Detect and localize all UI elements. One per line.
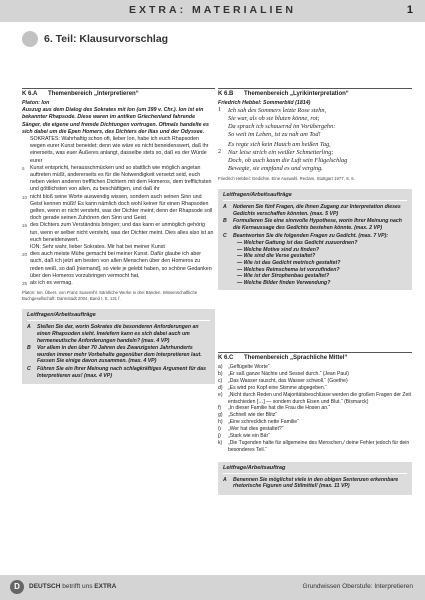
dialogue-line-number: 5 bbox=[22, 165, 25, 171]
quote-item bbox=[218, 440, 412, 454]
tasks-heading: Leitfrage/Arbeitsauftrag bbox=[223, 465, 407, 474]
poem-line bbox=[218, 123, 412, 131]
task-item-text: Benennen Sie möglichst viele in den obigen Sentenzen erkennbare rhetorische Figuren und Stilmittel! (max. 11 VP) bbox=[233, 476, 399, 490]
quote-item-text: „Es wird pro Kopf eine Stimme abgegeben.“ bbox=[228, 384, 327, 391]
task-item bbox=[27, 366, 210, 379]
quote-item-number: b) bbox=[218, 370, 223, 377]
poem-line-number bbox=[218, 123, 228, 131]
quote-list bbox=[218, 364, 412, 454]
header-bar bbox=[0, 0, 425, 22]
poem-line-number: 2 bbox=[218, 149, 221, 156]
subquestion-item: — Wie sind die Verse gestaltet? bbox=[237, 253, 316, 260]
quote-item bbox=[218, 433, 412, 440]
quote-item-number: f) bbox=[218, 405, 222, 412]
source-text bbox=[22, 100, 215, 287]
task-item bbox=[27, 345, 210, 365]
text-intro: Auszug aus dem Dialog des Sokrates mit Ion (um 399 v. Chr.). Ion ist ein bekannter Rhapsode. Diese waren im antiken Griechenland fahrende Sänger, die eigene und fremde Dichtungen vortrugen. Oftmals handelte es sich dabei um die Epen Homers, des Dichters der Ilias und der Odyssee. bbox=[22, 107, 209, 135]
dialogue-line-text: Kunst entspricht, herausschmücken und so stattlich wie möglich angetan auftreten müßt, andererseits es für die Notwendigkeit versetzt seid, euch neben vielen anderen trefflichen Dichtern mit dem Homeros, dem trefflichsten und göttlichsten von allen, zu beschäftigen, und daß ihr bbox=[30, 164, 212, 193]
task-item-number: B bbox=[27, 345, 31, 352]
quote-item-number: d) bbox=[218, 384, 223, 391]
quote-item bbox=[218, 419, 412, 426]
quote-item-number: i) bbox=[218, 426, 221, 433]
quote-item-text: „Das Wasser rauscht, das Wasser schwoll.“ (Goethe) bbox=[228, 377, 348, 384]
dialogue-line-number: 25 bbox=[22, 281, 28, 287]
part-heading bbox=[22, 30, 168, 48]
bullet-circle-icon bbox=[22, 31, 38, 47]
poem-line-text: Ich sah des Sommers letzte Rose stehn, bbox=[228, 107, 327, 115]
quote-item-number: h) bbox=[218, 419, 223, 426]
quote-item-text: „Wer hat dies gestaltet?“ bbox=[228, 426, 284, 433]
quote-item-text: „Stark wie ein Bär“ bbox=[228, 433, 270, 440]
quote-item bbox=[218, 405, 412, 412]
dialogue-line-text: des Dichters zum Verständnis bringen; und das kann er unmöglich gehörig tun, wenn er selber nicht versteht, was der Dichter meint. Dies alles also ist an euch beneidenswert. bbox=[30, 222, 214, 243]
dialogue-line bbox=[22, 136, 215, 165]
dialogue-line-number: 20 bbox=[22, 252, 28, 258]
dialogue-line bbox=[22, 194, 215, 223]
part-title: 6. Teil: Klausurvorschlag bbox=[44, 33, 169, 45]
task-item-text: Notieren Sie fünf Fragen, die Ihnen Zugang zur Interpretation dieses Gedichts verschaffen könnten. (max. 5 VP) bbox=[233, 204, 401, 217]
dialogue-line bbox=[22, 251, 215, 280]
quote-item-text: „Er saß ganze Nächte und Sessel durch.“ (Jean Paul) bbox=[228, 370, 349, 377]
tasks-box bbox=[22, 309, 215, 384]
dialogue-line-number: 15 bbox=[22, 223, 28, 229]
poem-line-number bbox=[218, 115, 228, 123]
dialogue-line-text: dies auch meiste Mühe gemacht bei meiner Kunst. Dafür glaube ich aber auch, daß ich jetzt am besten von allen Menschen über den Homeros zu reden weiß, so daß [niemand], so viele je gelebt haben, so schöne Gedanken über den Homeros vorzubringen vermocht hat, bbox=[30, 251, 212, 279]
tasks-heading: Leitfragen/Arbeitsaufträge bbox=[27, 312, 210, 321]
quote-item-number: a) bbox=[218, 364, 223, 370]
quote-item-text: „In dieser Familie hat die Frau die Hosen an.“ bbox=[228, 405, 331, 412]
quote-item-number: g) bbox=[218, 412, 223, 419]
footer-caption: Grundwissen Oberstufe: Interpretieren bbox=[302, 583, 413, 590]
task-item-number: A bbox=[223, 476, 227, 483]
task-item bbox=[223, 477, 407, 490]
task-item bbox=[223, 233, 407, 240]
quote-item-text: „Geflügelte Worte“ bbox=[228, 364, 270, 370]
footer-bar bbox=[0, 575, 425, 600]
quote-item-number: k) bbox=[218, 439, 223, 446]
poem-line-text: Sie war, als ob sie bluten könne, rot; bbox=[228, 115, 320, 122]
dialogue-line bbox=[22, 165, 215, 194]
task-item bbox=[27, 324, 210, 344]
poem-line-text: So weit im Leben, ist zu nah am Tod! bbox=[228, 130, 321, 138]
task-item bbox=[223, 204, 407, 217]
header-title: EXTRA: MATERIALIEN bbox=[129, 4, 296, 16]
task-item-number: B bbox=[223, 218, 227, 225]
subquestion-item: — Wie ist das Gedicht metrisch gestaltet? bbox=[237, 259, 341, 266]
poem-line-text: Nur leise strich ein weißer Schmetterling; bbox=[228, 149, 334, 157]
poem-line bbox=[218, 115, 412, 123]
quote-item bbox=[218, 378, 412, 385]
quote-item bbox=[218, 392, 412, 406]
task-item-number: A bbox=[223, 204, 227, 211]
quote-item-text: „Schnell wie der Blitz“ bbox=[228, 412, 277, 419]
poem-line-text: Da sprach ich schauernd im Vorübergehn: bbox=[228, 122, 336, 130]
task-item bbox=[223, 218, 407, 231]
task-item-text: Führen Sie ein Ihrer Meinung nach schlagkräftiges Argument für das Interpretieren aus! (max. 4 VP) bbox=[37, 366, 207, 379]
source-citation: Platon: Ion. Übers. von Franz Susemihl. Sämtliche Werke in drei Bänden. Wissenschaftliche Buchgesellschaft: Darmstadt 2004, Band I, S. 131 f. bbox=[22, 290, 198, 301]
subquestion-item: — Welcher Gattung ist das Gedicht zuzuordnen? bbox=[237, 240, 358, 247]
section-heading: K 6.C Themenbereich „Sprachliche Mittel“ bbox=[218, 352, 412, 361]
quote-item-number: e) bbox=[218, 391, 223, 398]
dialogue-line bbox=[22, 222, 215, 244]
task-list bbox=[223, 477, 407, 490]
section-k6a bbox=[22, 88, 215, 384]
quote-item-text: „Eine schrecklich nette Familie“ bbox=[228, 419, 299, 426]
poem-line bbox=[218, 157, 412, 165]
poem-line-text: Es regte sich kein Hauch am heißen Tag, bbox=[228, 141, 331, 149]
task-item-text: Stellen Sie dar, worin Sokrates die besonderen Anforderungen an einen Rhapsoden sieht. Inwiefern kann es sich dabei auch um hermeneutische Anforderungen handeln? (max. 4 VP) bbox=[37, 324, 199, 344]
section-heading: K 6.B Themenbereich „Lyrikinterpretation“ bbox=[218, 88, 412, 97]
poem-line bbox=[218, 165, 412, 173]
poem-line-number bbox=[218, 157, 228, 165]
task-item-number: A bbox=[27, 324, 31, 331]
quote-item bbox=[218, 371, 412, 378]
poem-author: Friedrich Hebbel: Sommerbild (1814) bbox=[218, 100, 311, 106]
quote-item bbox=[218, 385, 412, 392]
tasks-box bbox=[218, 189, 412, 290]
task-item-text: Formulieren Sie eine sinnvolle Hypothese, worin Ihrer Meinung nach die Kernaussage des Gedichts bestehen könnte. (max. 2 VP) bbox=[233, 218, 402, 231]
deutsch-logo-icon: D bbox=[10, 580, 24, 594]
dialogue-line-number bbox=[22, 136, 30, 165]
dialogue-lines bbox=[22, 136, 215, 287]
poem-line-number bbox=[218, 165, 228, 173]
section-k6b bbox=[218, 88, 412, 290]
poem-line-text: Bewegte, sie empfand es und verging. bbox=[228, 164, 323, 172]
quote-item-text: „Die Tugenden halte für allgemeine des Menschen,/ deine Fehler jedoch für dein besonderes Teil.“ bbox=[228, 439, 410, 453]
quote-item-number: c) bbox=[218, 377, 223, 384]
quote-item-text: „Nicht durch Reden und Majoritätsbeschlüsse werden die großen Fragen der Zeit entschieden […] — sondern durch Eisen und Blut.“ (Bismarck) bbox=[228, 391, 411, 405]
dialogue-line-text: SOKRATES: Wahrhaftig schon oft, lieber Ion, habe ich euch Rhapsoden wegen eurer Kunst beneidet; denn wie wäre es nicht beneidenswert, daß ihr einerseits, was euer Äußeres anlangt, dasselbe stets so, daß es der Würde eurer bbox=[30, 136, 209, 164]
subquestion-item: — Welches Reimschema ist vorzufinden? bbox=[237, 266, 340, 273]
task-item-text: Vor allem in den über 70 Jahren des Zwanzigsten Jahrhunderts wurden immer mehr Vorbehalte gegenüber dem Interpretieren laut. Fassen Sie einige davon zusammen. (max. 4 VP) bbox=[37, 345, 202, 365]
task-list bbox=[27, 324, 210, 379]
poem-stanza bbox=[218, 141, 412, 172]
task-list bbox=[223, 204, 407, 239]
section-heading: K 6.A Themenbereich „Interpretieren“ bbox=[22, 88, 215, 97]
poem-line bbox=[218, 107, 412, 115]
tasks-heading: Leitfragen/Arbeitsaufträge bbox=[223, 192, 407, 201]
quote-item-number: j) bbox=[218, 433, 221, 440]
task-item-number: C bbox=[223, 232, 227, 239]
subquestion-item: — Wie ist der Strophenbau gestaltet? bbox=[237, 273, 330, 280]
quote-item bbox=[218, 426, 412, 433]
task-item-text: Beantworten Sie die folgenden Fragen zu Gedicht. (max. 7 VP): bbox=[233, 232, 389, 239]
tasks-box bbox=[218, 462, 412, 495]
source-citation: Friedrich Hebbel: Gedichte. Eine Auswahl. Reclam, Stuttgart 1977, S. 6. bbox=[218, 175, 355, 181]
poem-line bbox=[218, 131, 412, 139]
poem-line-number: 1 bbox=[218, 107, 221, 114]
subquestion-item: — Welche Motive sind zu finden? bbox=[237, 246, 320, 253]
poem-line bbox=[218, 141, 412, 149]
quote-item bbox=[218, 412, 412, 419]
poem-text bbox=[218, 107, 412, 172]
dialogue-line-text: ION: Sehr wahr, lieber Sokrates. Mir hat bei meiner Kunst bbox=[30, 244, 165, 251]
poem-line-text: Doch, ob auch kaum die Luft sein Flügelschlag bbox=[228, 156, 348, 164]
dialogue-line-number: 10 bbox=[22, 194, 28, 200]
footer-brand: DEUTSCH betrifft uns EXTRA bbox=[29, 583, 117, 590]
poem-line bbox=[218, 149, 412, 157]
task-item-number: C bbox=[27, 366, 31, 373]
poem-line-number bbox=[218, 131, 228, 139]
dialogue-line bbox=[22, 244, 215, 251]
dialogue-line-text: nicht bloß seine Worte auswendig wissen, sondern auch seinen Sinn und Geist kennen müßt! Es kann nämlich doch wohl keiner für einen Rhapsoden gelten, wenn er nicht versteht, was der Dichter meint; denn der Rhapsode soll doch gerade seinen Zuhörern den Sinn und Geist bbox=[30, 193, 213, 222]
dialogue-line-text: als ich es vermag. bbox=[30, 280, 73, 287]
poem-stanza bbox=[218, 107, 412, 138]
dialogue-line bbox=[22, 280, 215, 287]
subquestion-item: — Welche Bilder finden Verwendung? bbox=[237, 279, 331, 286]
quote-item bbox=[218, 364, 412, 371]
poem-line-number bbox=[218, 141, 228, 149]
page-number: 1 bbox=[406, 4, 413, 16]
subquestion-list bbox=[223, 240, 407, 286]
text-author: Platon: Ion bbox=[22, 100, 50, 106]
dialogue-line-number bbox=[22, 244, 30, 251]
section-k6c bbox=[218, 352, 412, 495]
